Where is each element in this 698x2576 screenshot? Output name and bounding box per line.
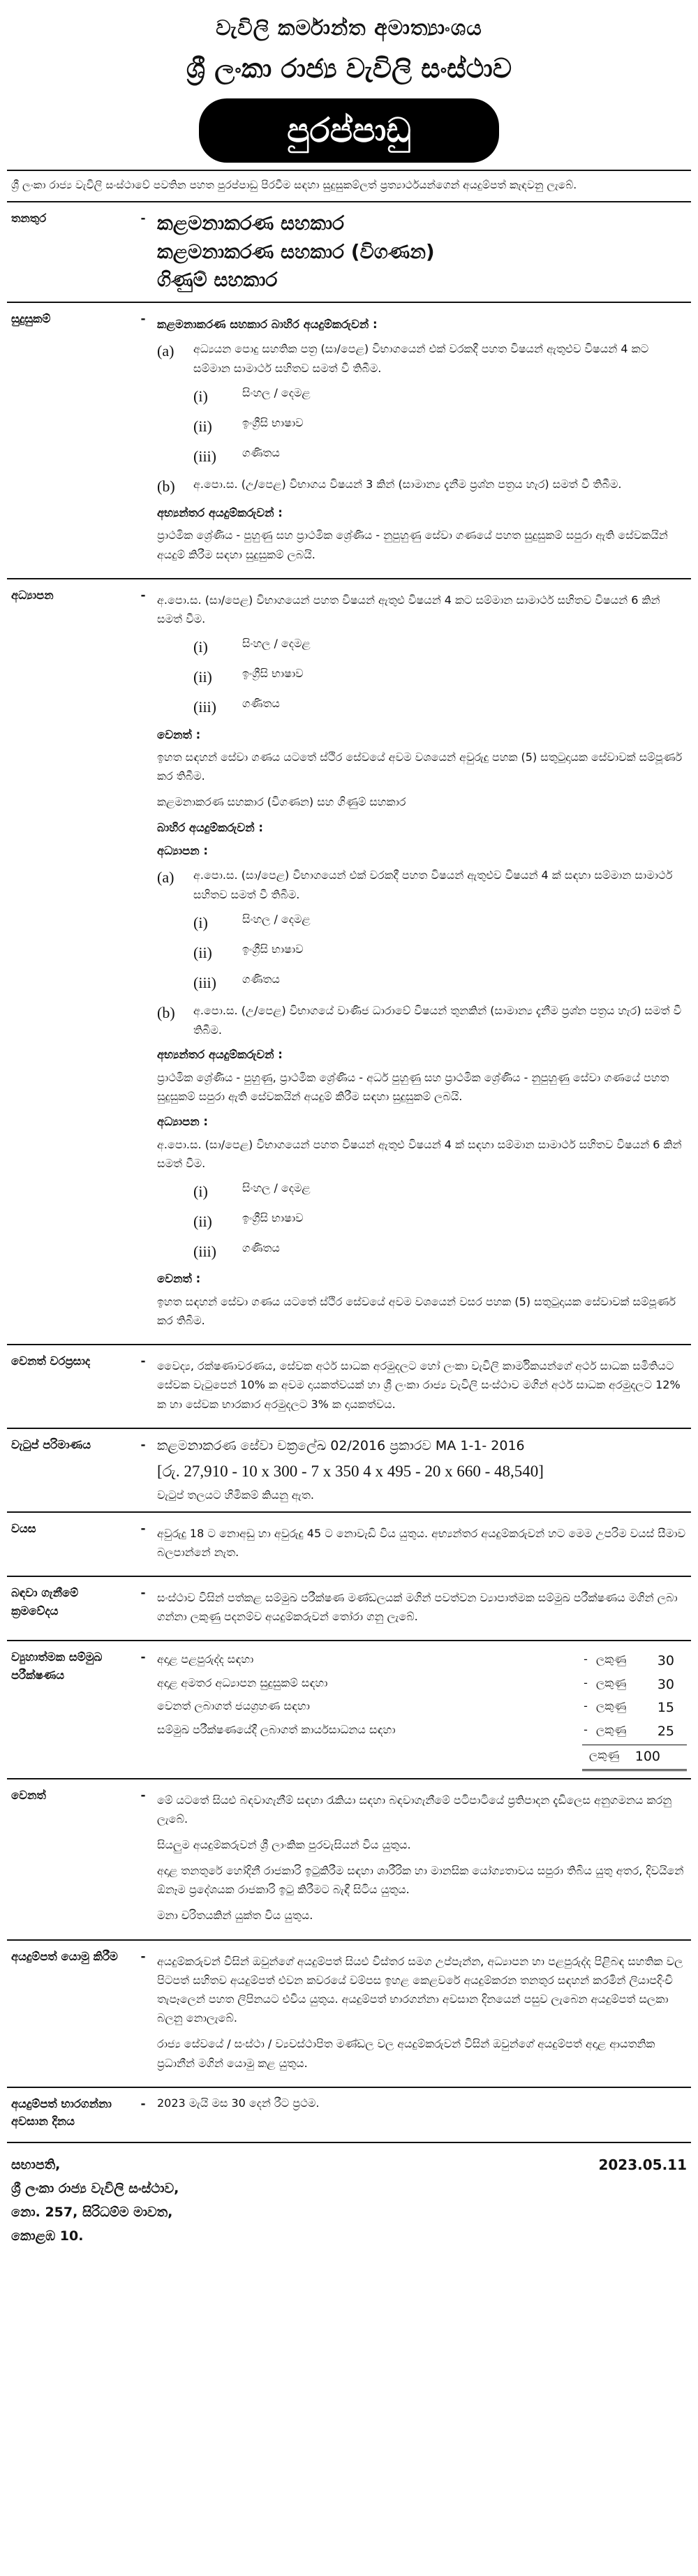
subject-item	[193, 695, 687, 719]
subject-item	[193, 445, 687, 468]
marks-total-value: 100	[634, 1749, 660, 1765]
subject-text: ඉංග්‍රීසි භාෂාව	[242, 942, 304, 956]
item-mark: (b)	[157, 477, 175, 495]
privileges-label: වෙනත් වරප්‍රසාද	[11, 1354, 91, 1368]
vacancies-banner: පුරප්පාඩු	[199, 98, 499, 163]
row-dash: -	[140, 1788, 146, 1803]
item-text: අ.පො.ස. (උ/පෙළ) විභාගයේ වාණිජ ධාරාවේ විෂයන් තුනකින් (සාමාන්‍ය දැනීම ප්‍රශ්න පත්‍රය හැර) සමත් වී තිබීම.	[193, 1004, 682, 1037]
item-text: අ.පො.ස. (සා/පෙළ) විභාගයෙන් එක් වරකදී පහත විෂයන් ඇතුළුව විෂයන් 4 ක් සඳහා සම්මාන සාමාර්ථ සහිතව සමත් වී තිබීම.	[193, 868, 673, 901]
marks-row	[157, 1722, 687, 1742]
marks-dash: -	[584, 1722, 588, 1736]
positions-list	[157, 209, 691, 295]
recruitment-label: බඳවා ගැනීමේ ක්‍රමවේදය	[11, 1585, 79, 1618]
signature-line: ශ්‍රී ලංකා රාජ්‍ය වැවිලි සංස්ථාව,	[11, 2181, 179, 2197]
subject-mark: (ii)	[193, 417, 212, 435]
marks-row	[157, 1698, 687, 1718]
other-p1: මේ යටතේ සියළු බඳවාගැනීම් සඳහා රැකියා සඳහා බඳවාගැනීමේ පටිපාටියේ ප්‍රතිපාදන දැඩිලෙස අනුගමනය කරනු ලැබේ.	[157, 1793, 672, 1826]
subject-list	[193, 1180, 687, 1264]
closing-row	[7, 2087, 691, 2138]
closing-text: 2023 මැයි මස 30 දෙන් රීට ප්‍රථම.	[157, 2096, 320, 2110]
other-content	[157, 1786, 691, 1932]
marks-value: 25	[657, 1723, 674, 1739]
notice-date: 2023.05.11	[598, 2156, 687, 2173]
subject-list	[193, 635, 687, 719]
qual-item-a	[157, 339, 687, 378]
subject-mark: (ii)	[193, 943, 212, 961]
subject-item	[193, 911, 687, 935]
marks-total	[582, 1745, 687, 1770]
interview-label: ව්‍යුහාත්මක සම්මුඛ පරීක්ෂණය	[11, 1650, 103, 1682]
subject-list	[193, 385, 687, 468]
interview-marks-table	[157, 1648, 691, 1770]
subject-text: ගණිතය	[242, 697, 280, 711]
positions-label: තනතුර	[11, 212, 47, 225]
subject-mark: (ii)	[193, 668, 212, 686]
position-item: කළමනාකරණ සහකාර	[157, 212, 345, 235]
row-dash: -	[140, 1650, 146, 1665]
other-row	[7, 1778, 691, 1939]
row-dash: -	[140, 588, 146, 602]
subject-mark: (i)	[193, 1182, 208, 1200]
other-heading: වෙනත් :	[157, 1272, 201, 1286]
row-dash: -	[140, 1521, 146, 1536]
subject-mark: (ii)	[193, 1213, 212, 1230]
qualifications-content	[157, 310, 691, 571]
position-item: කළමනාකරණ සහකාර (විගණන)	[157, 239, 435, 263]
subject-text: ගණිතය	[242, 1241, 280, 1255]
signature-line: සභාපති,	[11, 2156, 61, 2172]
subject-text: ඉංග්‍රීසි භාෂාව	[242, 415, 304, 429]
internal-edu-text: අ.පො.ස. (සා/පෙළ) විභාගයෙන් පහත විෂයන් ඇතුළු විෂයන් 4 ක් සඳහා සම්මාන සාමාර්ථ සහිතව විෂයන් 6 කින් සමත් වීම.	[157, 1137, 682, 1170]
marks-row	[157, 1651, 687, 1671]
subject-mark: (iii)	[193, 447, 216, 465]
signature-block	[11, 2153, 179, 2249]
internal-text: ප්‍රාථමික ශ්‍රේණිය - පුහුණු, ප්‍රාථමික ශ්‍රේණිය - අර්ධ පුහුණු සහ ප්‍රාථමික ශ්‍රේණිය - නුපුහුණු සේවා ගණයේ පහත සුදුසුකම් සපුරා ඇති සේවකයින් අයදුම් කිරීම සඳහා සුදුසුකම් ලබයි.	[157, 1070, 669, 1103]
internal-heading: අභ්‍යන්තර අයදුම්කරුවන් :	[157, 1048, 283, 1062]
education-text: අ.පො.ස. (සා/පෙළ) විභාගයෙන් පහත විෂයන් ඇතුළු විෂයන් 4 කට සම්මාන සාමාර්ථ සහිතව විෂයන් 6 කින් සමත් වීම.	[157, 593, 660, 626]
salary-label: වැටුප් පරිමාණය	[11, 1437, 91, 1451]
item-mark: (a)	[157, 868, 174, 886]
institution-title: ශ්‍රී ලංකා රාජ්‍ය වැවිලි සංස්ථාව	[186, 52, 512, 84]
subject-text: සිංහල / දෙමළ	[242, 1180, 311, 1194]
signature-line: නො. 257, සිරිධම්ම මාවත,	[11, 2205, 173, 2221]
other-p4: මනා චරිතයකින් යුක්ත විය යුතුය.	[157, 1909, 313, 1923]
marks-dash: -	[584, 1675, 588, 1689]
recruitment-text: සංස්ථාව විසින් පත්කළ සම්මුඛ පරීක්ෂණ මණ්ඩලයක් මගින් පවත්වන ව්‍යාපාත්මක සම්මුඛ පරීක්ෂණය මගින් ලබා ගන්නා ලකුණු පදනම්ව අයදුම්කරුවන් තෝරා ගනු ලැබේ.	[157, 1590, 678, 1624]
interview-row	[7, 1640, 691, 1777]
other-text: ඉහත සඳහන් සේවා ගණය යටතේ ස්ථිර සේවයේ අවම වශයෙන් වසර පහක (5) සතුටුදායක සේවාවක් සම්පූර්ණ කර තිබීම.	[157, 1294, 676, 1327]
closing-label: අයදුම්පත් භාරගන්නා අවසාන දිනය	[11, 2096, 112, 2129]
other-p2: සියලුම අයදුම්කරුවන් ශ්‍රී ලාංකික පුරවැසියන් විය යුතුය.	[157, 1837, 411, 1851]
row-dash: -	[140, 1949, 146, 1964]
subject-mark: (i)	[193, 913, 208, 931]
row-dash: -	[140, 311, 146, 326]
row-dash: -	[140, 212, 146, 226]
subject-mark: (i)	[193, 638, 208, 656]
item-mark: (a)	[157, 341, 174, 360]
row-dash: -	[140, 1354, 146, 1369]
other-p3: අදාළ තනතුරේ හෝදිනී රාජකාරි ඉටුකිරීම සඳහා ශාරීරික හා මානසික යෝග්‍යතාවය සපුරා තිබිය යුතු අතර, දිවයිනේ ඕනෑම ප්‍රදේශයක රාජකාරි ඉටු කිරීමට බැඳී සිටිය යුතුය.	[157, 1864, 684, 1897]
subject-item	[193, 1210, 687, 1234]
external-heading: බාහිර අයදුම්කරුවන් :	[157, 820, 263, 834]
marks-unit: ලකුණු	[596, 1652, 627, 1666]
edu-heading: අධ්‍යාපන :	[157, 844, 208, 858]
qual-item-b	[157, 475, 687, 498]
apply-p2: රාජ්‍ය සේවයේ / සංස්ථා / ව්‍යවස්ථාපිත මණ්ඩල වල අයදුම්කරුවන් විසින් ඔවුන්ගේ අයදුම්පත් අදාළ ආයතනික ප්‍රධානීන් මගින් යොමු කළ යුතුය.	[157, 2037, 655, 2070]
subject-text: සිංහල / දෙමළ	[242, 385, 311, 399]
salary-note: වැටුප් තලයට හිමිකම් කියනු ඇත.	[157, 1488, 314, 1502]
ministry-title: වැවිලි කර්මාන්ත අමාත්‍යාංශය	[216, 16, 482, 40]
salary-content	[157, 1436, 691, 1504]
apply-p1: අයදුම්කරුවන් විසින් ඔවුන්ගේ අයදුම්පත් සියළු විස්තර සමග උප්පැන්න, අධ්‍යාපන හා පළපුරුද්ද පිළිබඳ සහතික වල පිටපත් සහිතව අයදුම්පත් එවන කවරයේ වම්පස ඉහළ කෙළවරේ අයදුම්කරන තනතුර සඳහන් කරමින් ලියාපදිංචි තැපෑලෙන් පහත ලිපිනයට එවිය යුතුය. අයදුම්පත් භාරගන්නා අවසාන දිනයෙන් පසුව ලැබෙන අයදුම්පත් සලකා බලනු නොලැබේ.	[157, 1954, 683, 2025]
footer	[7, 2142, 691, 2249]
item-text: අ.පො.ස. (උ/පෙළ) විභාගය විෂයන් 3 කින් (සාමාන්‍ය දැනීම ප්‍රශ්න පත්‍රය හැර) සමත් වී තිබීම.	[193, 477, 622, 491]
marks-unit: ලකුණු	[596, 1699, 627, 1713]
item-text: අධ්‍යයන පොදු සහතික පත්‍ර (සා/පෙළ) විභාගයෙන් එක් වරකදී පහත විෂයන් ඇතුළුව විෂයන් 4 කට සම්මාන සාමාර්ථ සහිතව සමත් වී තිබීම.	[193, 341, 649, 375]
subject-list	[193, 911, 687, 995]
subject-mark: (iii)	[193, 698, 216, 716]
subject-text: ඉංග්‍රීසි භාෂාව	[242, 1211, 304, 1224]
subject-mark: (iii)	[193, 973, 216, 991]
row-dash: -	[140, 2096, 146, 2111]
marks-criterion: සම්මුඛ පරීක්ෂණයේදී ලබාගත් කාර්යසාධනය සඳහා	[157, 1722, 396, 1736]
subject-item	[193, 971, 687, 995]
position-item: ගිණුම් සහකාර	[157, 268, 278, 292]
age-row	[7, 1511, 691, 1576]
privileges-text: වෛද්‍ය, රක්ෂණාවරණය, සේවක අර්ථ සාධක අරමුදලට හෝ ලංකා වැවිලි කාර්මිකයන්ගේ අර්ථ සාධක සමිතියට සේවක වැටුපෙන් 10% ක අවම දායකත්වයක් හා ශ්‍රී ලංකා රාජ්‍ය වැවිලි සංස්ථාව මගින් අර්ථ සාධක අරමුදලට 12% ක හා සේවක භාරකාර අරමුදලට 3% ක දායකත්වය.	[157, 1359, 681, 1411]
privileges-row	[7, 1344, 691, 1428]
age-text: අවුරුදු 18 ට නොඅඩු හා අවුරුදු 45 ට නොවැඩි විය යුතුය. අභ්‍යන්තර අයදුම්කරුවන් හට මෙම උපරිම වයස් සීමාව බලපාන්නේ නැත.	[157, 1526, 686, 1559]
subject-text: ගණිතය	[242, 972, 280, 986]
edu-item-b	[157, 1001, 687, 1040]
subject-item	[193, 1240, 687, 1264]
subject-item	[193, 385, 687, 408]
qualifications-row	[7, 302, 691, 578]
marks-unit: ලකුණු	[596, 1722, 627, 1736]
other-label: වෙනත්	[11, 1788, 46, 1802]
subject-item	[193, 941, 687, 965]
subject-text: සිංහල / දෙමළ	[242, 912, 311, 926]
marks-row	[157, 1675, 687, 1695]
row-dash: -	[140, 1585, 146, 1600]
marks-criterion: වෙනත් ලබාගත් ජයග්‍රහණ සඳහා	[157, 1699, 310, 1713]
edu-item-a	[157, 866, 687, 905]
marks-criterion: අදාළ අමතර අධ්‍යාපන සුදුසුකම් සඳහා	[157, 1675, 328, 1689]
marks-value: 30	[657, 1676, 674, 1692]
internal-heading: අභ්‍යන්තර අයදුම්කරුවන් :	[157, 505, 283, 519]
marks-unit: ලකුණු	[589, 1748, 620, 1762]
other-heading: වෙනත් :	[157, 727, 201, 741]
other-text: ඉහත සඳහන් සේවා ගණය යටතේ ස්ථිර සේවයේ අවම වශයෙන් අවුරුදු පහක (5) සතුටුදායක සේවාවක් සම්පූර්ණ කර තිබීම.	[157, 750, 683, 783]
subject-item	[193, 415, 687, 438]
intro-text: ශ්‍රී ලංකා රාජ්‍ය වැවිලි සංස්ථාවේ පවතින පහත පුරප්පාඩු පිරවීම සඳහා සුදුසුකම්ලත් ප්‍රත්‍යාර්ථයන්ගෙන් අයදුම්පත් කැඳවනු ලැබේ.	[7, 170, 691, 201]
education-content	[157, 586, 691, 1337]
subject-mark: (iii)	[193, 1243, 216, 1261]
subject-mark: (i)	[193, 387, 208, 405]
edu-heading: අධ්‍යාපන :	[157, 1114, 208, 1128]
education-label: අධ්‍යාපන	[11, 588, 54, 602]
salary-code: කළමනාකරණ සේවා චක්‍රලේඛ 02/2016 ප්‍රකාරව MA 1-1- 2016	[157, 1437, 525, 1453]
internal-text: ප්‍රාථමික ශ්‍රේණිය - පුහුණු සහ ප්‍රාථමික ශ්‍රේණිය - නුපුහුණු සේවා ගණයේ පහත සුදුසුකම් සපුරා ඇති සේවකයින් අයදුම් කිරීම සඳහා සුදුසුකම් ලබයි.	[157, 528, 668, 561]
marks-unit: ලකුණු	[596, 1675, 627, 1689]
subject-text: ඉංග්‍රීසි භාෂාව	[242, 667, 304, 681]
age-label: වයස	[11, 1521, 36, 1535]
audit-line: කළමනාකරණ සහකාර (විගණන) සහ ගිණුම් සහකාර	[157, 795, 406, 809]
row-dash: -	[140, 1437, 146, 1452]
salary-formula: [රු. 27,910 - 10 x 300 - 7 x 350 4 x 495 - 20 x 660 - 48,540]	[157, 1463, 544, 1481]
subject-text: ගණිතය	[242, 445, 280, 459]
recruitment-row	[7, 1576, 691, 1640]
marks-value: 15	[657, 1700, 674, 1716]
external-heading: කළමනාකරණ සහකාර බාහිර අයදුම්කරුවන් :	[157, 317, 378, 331]
positions-row	[7, 201, 691, 302]
apply-label: අයදුම්පත් යොමු කිරීම	[11, 1949, 118, 1963]
subject-item	[193, 635, 687, 659]
marks-dash: -	[584, 1699, 588, 1713]
salary-row	[7, 1428, 691, 1511]
subject-text: සිංහල / දෙමළ	[242, 637, 311, 651]
apply-content	[157, 1948, 691, 2080]
signature-line: කොළඹ 10.	[11, 2228, 84, 2244]
header	[7, 0, 691, 163]
subject-item	[193, 665, 687, 689]
marks-total-box	[157, 1745, 687, 1770]
subject-item	[193, 1180, 687, 1204]
marks-value: 30	[657, 1653, 674, 1669]
marks-dash: -	[584, 1652, 588, 1666]
apply-row	[7, 1939, 691, 2087]
qualifications-label: සුදුසුකම්	[11, 311, 51, 325]
item-mark: (b)	[157, 1004, 175, 1022]
education-row	[7, 578, 691, 1344]
marks-criterion: අදාළ පළපුරුද්ද සඳහා	[157, 1652, 254, 1666]
